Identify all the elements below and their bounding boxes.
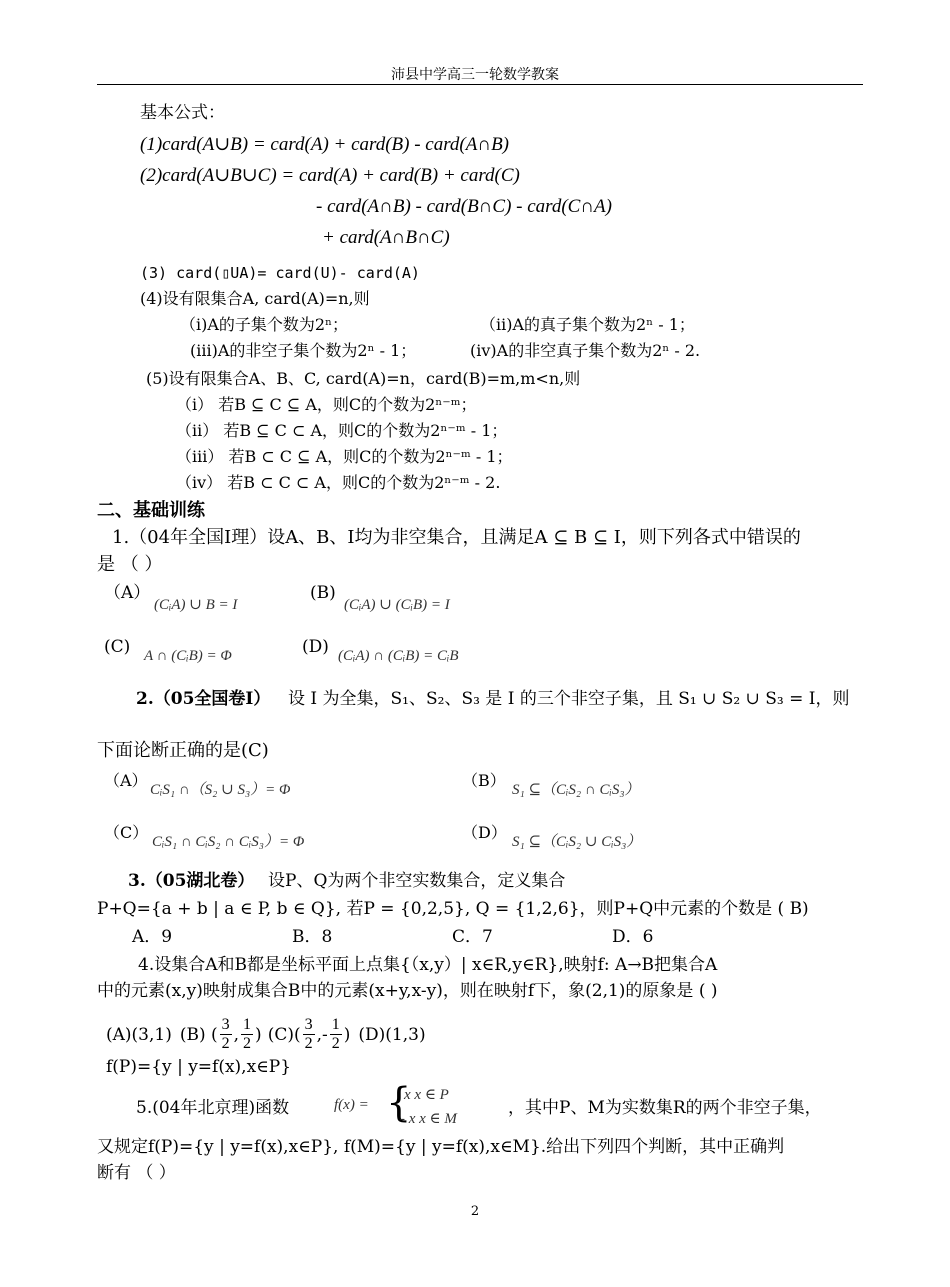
q4-b-num2: 1 [243, 1016, 252, 1033]
page-header-title: 沛县中学高三一轮数学教案 [391, 67, 559, 83]
formula-5: (5)设有限集合A、B、C, card(A)=n，card(B)=m,m<n,则 [146, 369, 581, 388]
formula-3: (3) card(▯UA)= card(U)- card(A) [140, 264, 420, 282]
q5-stem-tail: ，其中P、M为实数集R的两个非空子集， [508, 1098, 822, 1118]
q4-option-c-prefix: (C)( [267, 1024, 301, 1045]
q4-options [106, 1016, 426, 1053]
q4-b-den1: 2 [221, 1035, 230, 1052]
q4-b-num1: 3 [221, 1016, 230, 1033]
q5-case-2: - x x ∈ M [400, 1111, 457, 1127]
q4-b-close: ) [255, 1024, 262, 1045]
q2-option-d-label: （D） [462, 823, 507, 842]
q2-option-b: S₁ ⊆（CᵢS₂ ∩ CᵢS₃） [512, 782, 640, 798]
q4-extra: f(P)={y | y=f(x),x∈P} [106, 1057, 292, 1077]
q4-option-c-frac2 [330, 1016, 342, 1053]
q2-stem: 设 I 为全集，S₁、S₂、S₃ 是 I 的三个非空子集，且 S₁ ∪ S₂ ∪ S₃ = I，则 [288, 689, 850, 709]
q4-stem: 4.设集合A和B都是坐标平面上点集{（x,y）| x∈R,y∈R},映射f: A→B把集合A [138, 955, 718, 975]
formula-4-ii: （ⅱ)A的真子集个数为2ⁿ - 1； [480, 315, 695, 334]
formula-4-i: （ⅰ)A的子集个数为2ⁿ； [180, 315, 349, 334]
formula-1: (1)card(A∪B) = card(A) + card(B) - card(A∩B) [140, 134, 510, 155]
q4-option-c-frac1 [303, 1016, 315, 1053]
formula-2b: - card(A∩B) - card(B∩C) - card(C∩A) [316, 196, 612, 217]
q4-option-b-frac2 [241, 1016, 253, 1053]
q3-stem: 设P、Q为两个非空实数集合，定义集合 [268, 871, 566, 891]
q5-fx: f(x) = [334, 1097, 369, 1113]
q2-option-c-label: （C） [104, 823, 149, 842]
header-rule [97, 84, 863, 85]
q4-b-comma: , [233, 1024, 240, 1045]
q1-stem-cont: 是 （ ） [97, 554, 163, 575]
q1-option-c-label: (C) [104, 637, 131, 657]
q5-stem-cont: 又规定f(P)={y | y=f(x),x∈P}, f(M)={y | y=f(x),x∈M}.给出下列四个判断，其中正确判 [97, 1137, 785, 1157]
q3-option-a: A．9 [132, 927, 173, 947]
q1-option-d: (CᵢA) ∩ (CᵢB) = CᵢB [338, 648, 459, 664]
q2-number: 2.（05全国卷Ⅰ） [136, 689, 271, 709]
q1-option-a-label: （A） [104, 583, 151, 603]
formulas-heading: 基本公式： [140, 103, 225, 123]
section-title: 二、基础训练 [97, 500, 205, 521]
q1-option-d-label: (D) [302, 637, 329, 657]
q3-number: 3.（05湖北卷） [128, 871, 255, 891]
formula-2a: (2)card(A∪B∪C) = card(A) + card(B) + card(C) [140, 165, 520, 186]
formula-4: (4)设有限集合A, card(A)=n,则 [140, 289, 370, 308]
q4-stem-cont: 中的元素(x,y)映射成集合B中的元素(x+y,x-y)，则在映射f下，象(2,1)的原象是 ( ) [97, 981, 718, 1001]
formula-4-iv: (ⅳ)A的非空真子集个数为2ⁿ - 2. [470, 341, 701, 360]
q4-c-num2: 1 [331, 1016, 340, 1033]
q2-option-a: CᵢS₁ ∩（S₂ ∪ S₃）= Φ [150, 782, 291, 798]
q2-option-d: S₁ ⊆（CᵢS₂ ∪ CᵢS₃） [512, 834, 642, 850]
q2-option-b-label: （B） [462, 771, 506, 790]
q4-c-close: ) [343, 1024, 351, 1045]
q4-b-den2: 2 [243, 1035, 252, 1052]
q5-stem-cont-2: 断有 （ ） [97, 1163, 176, 1183]
q1-option-c: A ∩ (CᵢB) = Φ [144, 648, 232, 664]
q1-option-a: (CᵢA) ∪ B = I [154, 597, 238, 613]
formula-5-iii: （ⅲ） 若B ⊂ C ⊆ A，则C的个数为2ⁿ⁻ᵐ - 1； [176, 447, 513, 466]
formula-4-iii: (ⅲ)A的非空子集个数为2ⁿ - 1； [190, 341, 417, 360]
formula-2c: + card(A∩B∩C) [322, 227, 450, 248]
q2-option-c: CᵢS₁ ∩ CᵢS₂ ∩ CᵢS₃）= Φ [152, 834, 305, 850]
formula-5-iv: （ⅳ） 若B ⊂ C ⊂ A，则C的个数为2ⁿ⁻ᵐ - 2. [176, 473, 501, 492]
q1-stem: 1.（04年全国Ⅰ理）设A、B、I均为非空集合，且满足A ⊆ B ⊆ I，则下列各式中错误的 [112, 527, 801, 548]
q2-stem-cont: 下面论断正确的是(C) [97, 740, 269, 761]
q5-number: 5.(04年北京理)函数 [136, 1098, 290, 1118]
formula-5-i: （ⅰ） 若B ⊆ C ⊆ A，则C的个数为2ⁿ⁻ᵐ； [176, 395, 477, 414]
page-number: 2 [470, 1204, 480, 1219]
q4-c-num1: 3 [304, 1016, 313, 1033]
formula-5-ii: （ⅱ） 若B ⊆ C ⊂ A，则C的个数为2ⁿ⁻ᵐ - 1； [176, 421, 508, 440]
q4-option-b-prefix: (B) ( [179, 1024, 218, 1045]
q4-option-a: (A)(3,1) [106, 1024, 172, 1045]
q3-stem-cont: P+Q={a + b | a ∈ P, b ∈ Q}, 若P = {0,2,5}, Q = {1,2,6}，则P+Q中元素的个数是 ( B) [97, 899, 809, 919]
q3-option-d: D．6 [612, 927, 654, 947]
q1-option-b: (CᵢA) ∪ (CᵢB) = I [344, 597, 450, 613]
q3-option-b: B．8 [292, 927, 333, 947]
q4-option-b-frac1 [220, 1016, 232, 1053]
q4-option-d: (D)(1,3) [358, 1024, 426, 1045]
q3-option-c: C．7 [452, 927, 493, 947]
q2-option-a-label: （A） [104, 771, 148, 790]
q5-brace: { [386, 1080, 412, 1126]
q5-case-1: x x ∈ P [404, 1087, 449, 1103]
q1-option-b-label: (B) [310, 583, 336, 603]
q4-c-comma: ,- [316, 1024, 328, 1045]
q4-c-den2: 2 [331, 1035, 340, 1052]
q4-c-den1: 2 [304, 1035, 313, 1052]
